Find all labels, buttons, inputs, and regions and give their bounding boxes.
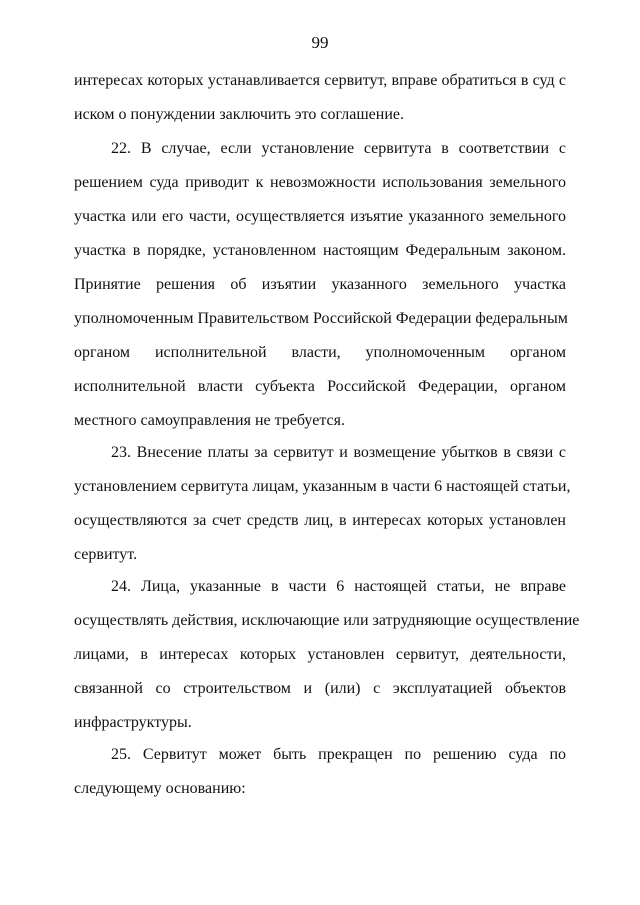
text-line: участка или его части, осуществляется изъятие указанного земельного <box>74 208 566 225</box>
text-line: 22. В случае, если установление сервитута в соответствии с <box>111 140 566 157</box>
paragraph-item-22 <box>74 132 566 438</box>
text-line: 25. Сервитут может быть прекращен по решению суда по <box>111 746 566 763</box>
text-line: установлением сервитута лицам, указанным в части 6 настоящей статьи, <box>74 478 571 495</box>
text-line: инфраструктуры. <box>74 714 192 731</box>
text-line: Принятие решения об изъятии указанного земельного участка <box>74 276 566 293</box>
text-line: местного самоуправления не требуется. <box>74 412 345 429</box>
text-line: лицами, в интересах которых установлен сервитут, деятельности, <box>74 646 566 663</box>
text-line: осуществлять действия, исключающие или затрудняющие осуществление <box>74 612 580 629</box>
text-line: уполномоченным Правительством Российской Федерации федеральным <box>74 310 568 327</box>
paragraph-item-25 <box>74 738 566 806</box>
text-line: исполнительной власти субъекта Российской Федерации, органом <box>74 378 566 395</box>
text-line: 24. Лица, указанные в части 6 настоящей статьи, не вправе <box>111 578 566 595</box>
text-line: сервитут. <box>74 546 138 563</box>
text-line: осуществляются за счет средств лиц, в интересах которых установлен <box>74 512 566 529</box>
paragraph-item-23 <box>74 436 571 572</box>
text-line: иском о понуждении заключить это соглашение. <box>74 106 404 123</box>
page-number: 99 <box>311 33 329 52</box>
text-line: интересах которых устанавливается сервитут, вправе обратиться в суд с <box>74 72 566 89</box>
paragraph-item-24 <box>74 570 580 740</box>
text-line: 23. Внесение платы за сервитут и возмещение убытков в связи с <box>111 444 566 461</box>
text-line: решением суда приводит к невозможности использования земельного <box>74 174 566 191</box>
text-line: участка в порядке, установленном настоящим Федеральным законом. <box>74 242 566 259</box>
text-line: органом исполнительной власти, уполномоченным органом <box>74 344 566 361</box>
text-line: связанной со строительством и (или) с эксплуатацией объектов <box>74 680 566 697</box>
text-line: следующему основанию: <box>74 780 246 797</box>
paragraph-continuation <box>74 64 566 132</box>
